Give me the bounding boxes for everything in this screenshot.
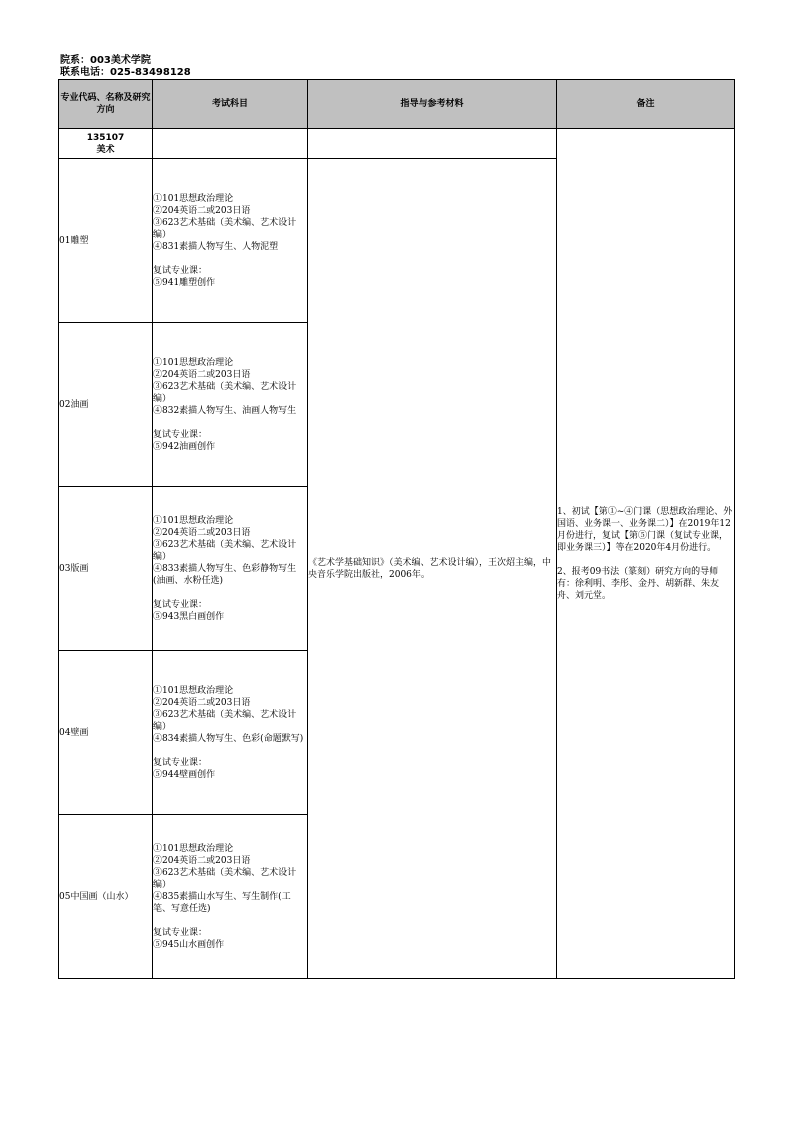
notes-cell (557, 129, 735, 979)
subject-item: ②204英语二或203日语 (153, 369, 251, 380)
subject-item: ②204英语二或203日语 (153, 697, 251, 708)
major-name: 美术 (96, 144, 115, 155)
major-row (59, 129, 735, 159)
subject-item: ③623艺术基础（美术编、艺术设计编） (153, 539, 297, 562)
note-item: 2、报考09书法（篆刻）研究方向的导师有：徐利明、李彤、金丹、胡新群、朱友舟、刘元堂。 (557, 566, 720, 601)
admissions-table (58, 79, 735, 979)
retest-label: 复试专业课： (153, 265, 208, 276)
column-header-subjects: 考试科目 (153, 80, 308, 129)
retest-subject: ⑤942油画创作 (153, 441, 216, 452)
retest-label: 复试专业课： (153, 927, 208, 938)
subject-item: ②204英语二或203日语 (153, 205, 251, 216)
subject-item: ③623艺术基础（美术编、艺术设计编） (153, 709, 297, 732)
retest-subject: ⑤945山水画创作 (153, 939, 225, 950)
column-header-row (59, 80, 735, 129)
major-subjects-cell (153, 129, 308, 159)
major-references-cell (308, 129, 557, 159)
direction-subjects (153, 651, 308, 815)
subject-item: ④834素描人物写生、色彩(命题默写) (153, 733, 304, 744)
department-line: 院系：003美术学院 (60, 55, 151, 66)
subject-item: ①101思想政治理论 (153, 515, 234, 526)
direction-name: 03版画 (59, 487, 153, 651)
direction-name: 02油画 (59, 323, 153, 487)
subject-item: ④832素描人物写生、油画人物写生 (153, 405, 297, 416)
column-header-references: 指导与参考材料 (308, 80, 557, 129)
subject-item: ②204英语二或203日语 (153, 855, 251, 866)
direction-subjects (153, 487, 308, 651)
direction-name: 04壁画 (59, 651, 153, 815)
note-item: 1、初试【第①~④门课（思想政治理论、外国语、业务课一、业务课二）】在2019年12月份进行，复试【第⑤门课（复试专业课，即业务课三）】等在2020年4月份进行。 (557, 506, 733, 553)
direction-subjects (153, 323, 308, 487)
subject-item: ①101思想政治理论 (153, 843, 234, 854)
retest-label: 复试专业课： (153, 599, 208, 610)
subject-item: ②204英语二或203日语 (153, 527, 251, 538)
subject-item: ④833素描人物写生、色彩静物写生(油画、水粉任选) (153, 563, 297, 586)
subject-item: ③623艺术基础（美术编、艺术设计编） (153, 381, 297, 404)
retest-label: 复试专业课： (153, 757, 208, 768)
subject-item: ④835素描山水写生、写生制作(工笔、写意任选) (153, 891, 291, 914)
major-code: 135107 (86, 132, 125, 143)
retest-subject: ⑤944壁画创作 (153, 769, 216, 780)
references-cell: 《艺术学基础知识》（美术编、艺术设计编），王次炤主编，中央音乐学院出版社，2006年。 (308, 159, 557, 979)
column-header-notes: 备注 (557, 80, 735, 129)
subject-item: ①101思想政治理论 (153, 357, 234, 368)
subject-item: ③623艺术基础（美术编、艺术设计编） (153, 217, 297, 240)
retest-label: 复试专业课： (153, 429, 208, 440)
subject-item: ③623艺术基础（美术编、艺术设计编） (153, 867, 297, 890)
column-header-major: 专业代码、名称及研究方向 (59, 80, 153, 129)
subject-item: ①101思想政治理论 (153, 193, 234, 204)
direction-name: 05中国画（山水） (59, 815, 153, 979)
phone-line: 联系电话：025-83498128 (60, 67, 191, 78)
direction-subjects (153, 815, 308, 979)
retest-subject: ⑤941雕塑创作 (153, 277, 216, 288)
subject-item: ①101思想政治理论 (153, 685, 234, 696)
direction-name: 01雕塑 (59, 159, 153, 323)
direction-subjects (153, 159, 308, 323)
retest-subject: ⑤943黑白画创作 (153, 611, 225, 622)
major-cell (59, 129, 153, 159)
subject-item: ④831素描人物写生、人物泥塑 (153, 241, 279, 252)
